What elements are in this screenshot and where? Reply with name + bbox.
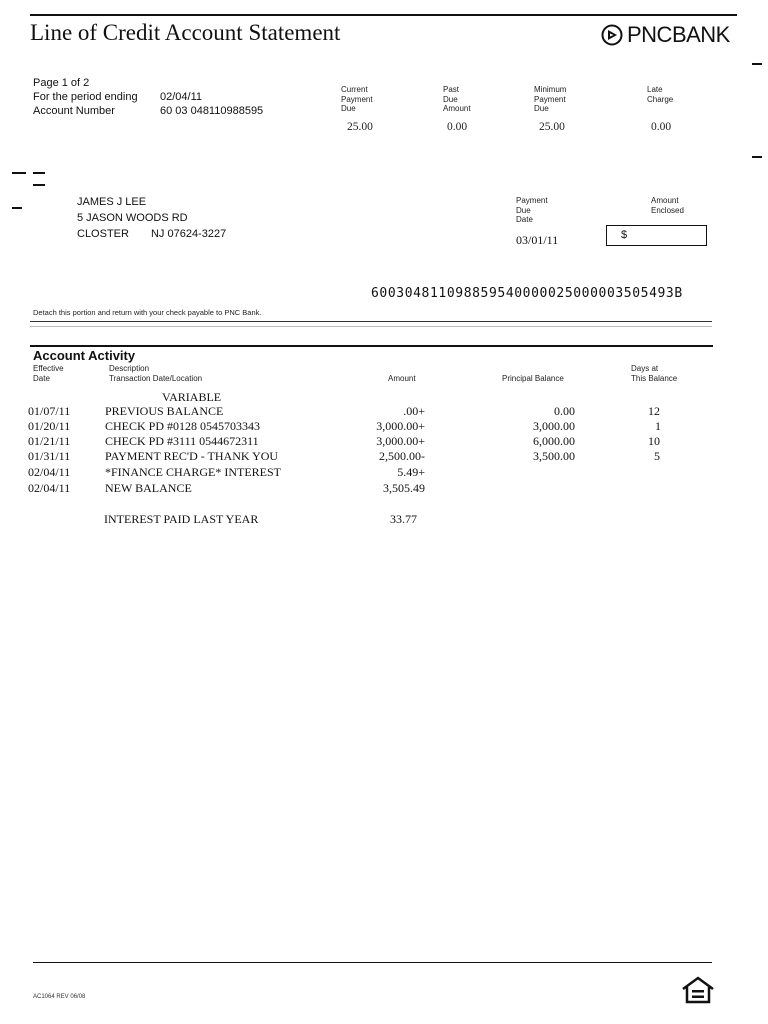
- table-row: [0, 465, 768, 480]
- header-amount: Amount: [388, 374, 416, 383]
- past-due-value: 0.00: [447, 121, 468, 133]
- currency-symbol: $: [621, 229, 628, 241]
- table-row: [0, 419, 768, 434]
- account-number: 60 03 048110988595: [160, 105, 264, 117]
- bank-name: PNCBANK: [627, 22, 730, 47]
- period-value: 02/04/11: [160, 91, 203, 103]
- micr-line: 600304811098859540000025000003505493B: [371, 286, 683, 301]
- row-days: 5: [654, 449, 660, 463]
- table-row: [0, 434, 768, 449]
- detach-rule: [30, 326, 712, 327]
- footer-rule: [33, 962, 712, 963]
- current-payment-due-value: 25.00: [347, 121, 373, 133]
- row-amount: 3,505.49: [383, 481, 425, 495]
- table-row: [0, 481, 768, 496]
- row-date: 01/21/11: [28, 434, 71, 448]
- margin-mark: [752, 156, 762, 158]
- form-code: AC1064 REV 06/08: [33, 994, 86, 1000]
- street-address: 5 JASON WOODS RD: [77, 212, 188, 224]
- row-date: 02/04/11: [28, 465, 71, 479]
- top-rule: [30, 14, 737, 16]
- detach-rule: [30, 321, 712, 322]
- activity-rule: [30, 345, 713, 347]
- row-amount: 3,000.00+: [376, 419, 425, 433]
- rate-type: VARIABLE: [162, 390, 222, 404]
- interest-paid-label: INTEREST PAID LAST YEAR: [104, 512, 259, 526]
- header-effective-date: Effective Date: [33, 364, 64, 383]
- header-description: Description Transaction Date/Location: [109, 364, 203, 383]
- margin-mark: [752, 63, 762, 65]
- equal-housing-icon: [680, 976, 716, 1004]
- minimum-payment-value: 25.00: [539, 121, 565, 133]
- page-indicator: Page 1 of 2: [33, 77, 90, 89]
- row-days: 1: [655, 419, 661, 433]
- row-description: NEW BALANCE: [105, 481, 192, 495]
- amount-enclosed-label: Amount Enclosed: [651, 196, 684, 215]
- row-date: 01/07/11: [28, 404, 71, 418]
- statement-meta: [33, 76, 263, 118]
- late-charge-label: Late Charge: [647, 85, 674, 104]
- row-principal: 3,000.00: [533, 419, 575, 433]
- statement-title: Line of Credit Account Statement: [30, 20, 341, 45]
- row-description: PAYMENT REC'D - THANK YOU: [105, 449, 279, 463]
- row-amount: 3,000.00+: [376, 434, 425, 448]
- row-amount: 5.49+: [397, 465, 425, 479]
- detach-instruction: Detach this portion and return with your check payable to PNC Bank.: [33, 308, 262, 317]
- row-principal: 6,000.00: [533, 434, 575, 448]
- past-due-label: Past Due Amount: [443, 85, 471, 113]
- account-label: Account Number: [33, 105, 115, 117]
- current-payment-due-label: Current Payment Due: [341, 85, 373, 113]
- table-row: [0, 449, 768, 464]
- row-amount: 2,500.00-: [379, 449, 425, 463]
- row-date: 01/20/11: [28, 419, 71, 433]
- row-principal: 0.00: [554, 404, 575, 418]
- late-charge-value: 0.00: [651, 121, 672, 133]
- row-description: CHECK PD #0128 0545703343: [105, 419, 261, 433]
- customer-name: JAMES J LEE: [77, 196, 147, 208]
- bank-logo: [601, 22, 730, 48]
- activity-title: Account Activity: [33, 348, 136, 363]
- header-principal-balance: Principal Balance: [502, 374, 564, 383]
- table-row: [0, 404, 768, 419]
- period-label: For the period ending: [33, 91, 138, 103]
- mailing-address: [77, 194, 226, 242]
- city: CLOSTER: [77, 228, 129, 240]
- payment-due-date: 03/01/11: [516, 233, 559, 247]
- row-description: CHECK PD #3111 0544672311: [105, 434, 259, 448]
- header-days-at-balance: Days at This Balance: [631, 364, 678, 383]
- margin-mark: [12, 172, 26, 174]
- row-date: 01/31/11: [28, 449, 71, 463]
- row-description: PREVIOUS BALANCE: [105, 404, 224, 418]
- minimum-payment-label: Minimum Payment Due: [534, 85, 567, 113]
- row-principal: 3,500.00: [533, 449, 575, 463]
- row-days: 10: [648, 434, 660, 448]
- interest-paid-value: 33.77: [390, 512, 417, 526]
- amount-enclosed-field[interactable]: [606, 225, 707, 246]
- payment-due-date-label: Payment Due Date: [516, 196, 548, 224]
- row-days: 12: [648, 404, 660, 418]
- margin-mark: [33, 184, 45, 186]
- margin-mark: [12, 207, 22, 209]
- pnc-logo-icon: [601, 24, 623, 46]
- city-line: [77, 226, 226, 242]
- row-amount: .00+: [403, 404, 425, 418]
- row-date: 02/04/11: [28, 481, 71, 495]
- state-zip: NJ 07624-3227: [150, 228, 227, 240]
- margin-mark: [33, 172, 45, 174]
- row-description: *FINANCE CHARGE* INTEREST: [105, 465, 281, 479]
